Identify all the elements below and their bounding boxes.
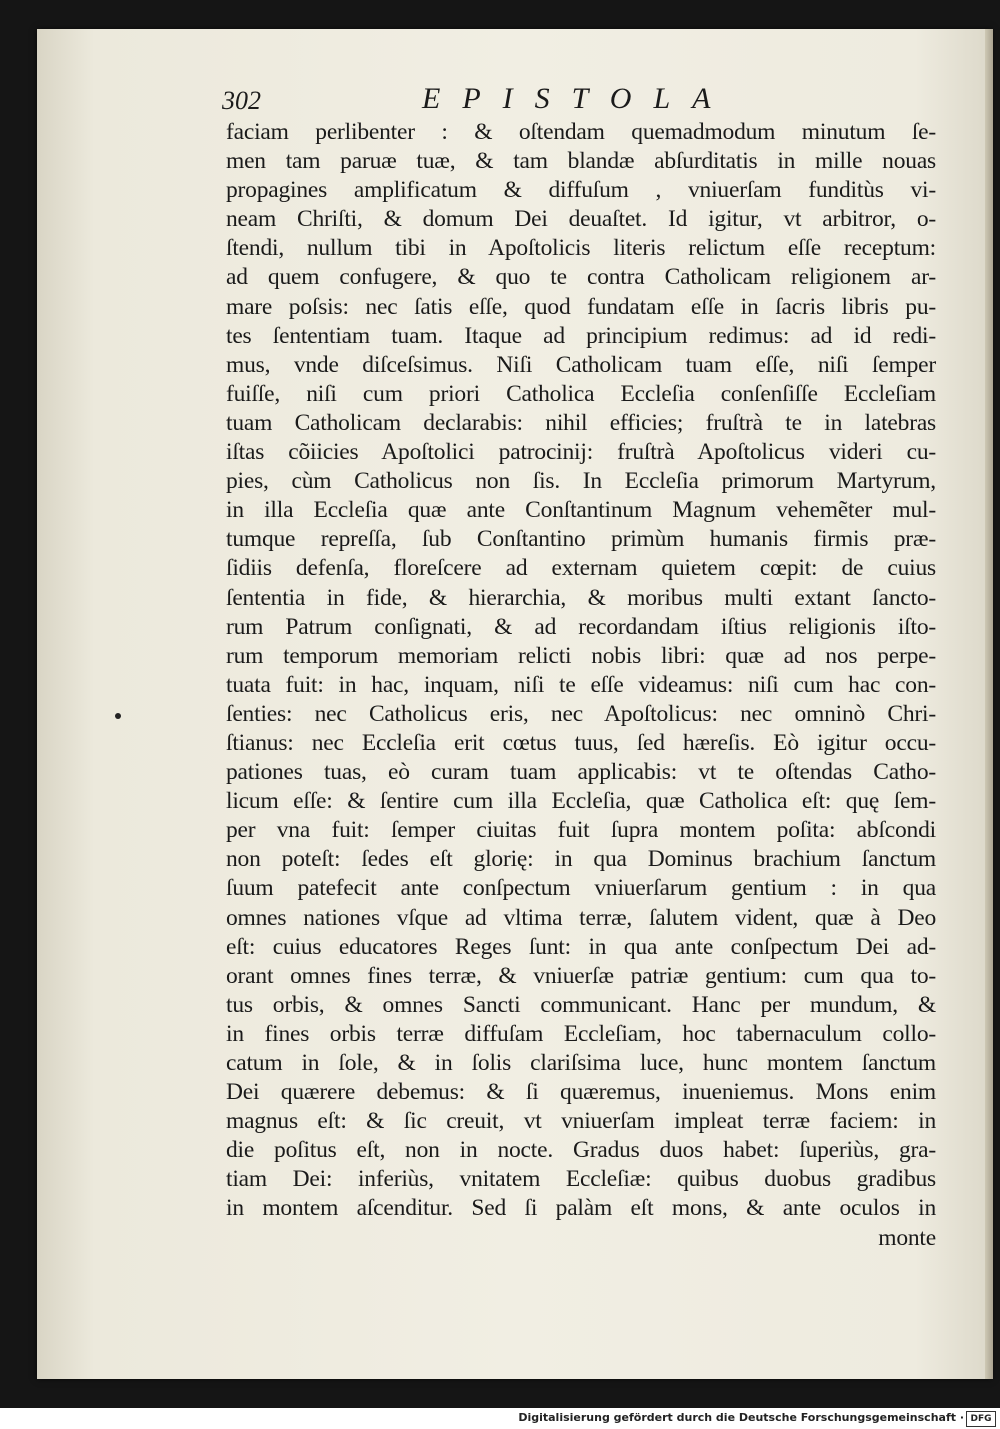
funding-credit: Digitalisierung gefördert durch die Deutsche Forschungsgemeinschaft · — [518, 1411, 964, 1424]
text-line: tes ſententiam tuam. Itaque ad principium redimus: ad id redi- — [226, 322, 936, 349]
text-line: mare poſsis: nec ſatis eſſe, quod fundatam eſſe in ſacris libris pu- — [226, 293, 936, 320]
body-text — [226, 118, 936, 1253]
text-line: fuiſſe, niſi cum priori Catholica Eccleſia conſenſiſſe Eccleſiam — [226, 380, 936, 407]
text-line: in illa Eccleſia quæ ante Conſtantinum Magnum vehemẽter mul- — [226, 497, 936, 524]
text-line: die poſitus eſt, non in nocte. Gradus duos habet: ſuperiùs, gra- — [226, 1137, 936, 1164]
text-line: propagines amplificatum & diffuſum , vniuerſam funditùs vi- — [226, 177, 936, 204]
text-line: Dei quærere debemus: & ſi quæremus, inueniemus. Mons enim — [226, 1079, 936, 1106]
text-line: in montem aſcenditur. Sed ſi palàm eſt mons, & ante oculos in — [226, 1195, 936, 1222]
footer-bar — [0, 1408, 1000, 1429]
text-line: tus orbis, & omnes Sancti communicant. Hanc per mundum, & — [226, 991, 936, 1018]
text-line: pationes tuas, eò curam tuam applicabis: vt te oſtendas Catho- — [226, 759, 936, 786]
text-line: per vna fuit: ſemper ciuitas fuit ſupra montem poſita: abſcondi — [226, 817, 936, 844]
margin-dot — [115, 713, 121, 719]
text-line: orant omnes fines terræ, & vniuerſæ patriæ gentium: cum qua to- — [226, 962, 936, 989]
text-line: pies, cùm Catholicus non ſis. In Eccleſia primorum Martyrum, — [226, 468, 936, 495]
text-line: iſtas cõiicies Apoſtolici patrocinij: fruſtrà Apoſtolicus videri cu- — [226, 439, 936, 466]
text-line: ad quem confugere, & quo te contra Catholicam religionem ar- — [226, 264, 936, 291]
text-line: ſententia in fide, & hierarchia, & moribus multi extant ſancto- — [226, 584, 936, 611]
text-line: mus, vnde diſceſsimus. Niſi Catholicam tuam eſſe, niſi ſemper — [226, 351, 936, 378]
dfg-logo: DFG — [966, 1411, 996, 1427]
text-line: eſt: cuius educatores Reges ſunt: in qua ante conſpectum Dei ad- — [226, 933, 936, 960]
text-line: catum in ſole, & in ſolis clariſsima luce, hunc montem ſanctum — [226, 1050, 936, 1076]
text-line: magnus eſt: & ſic creuit, vt vniuerſam impleat terræ faciem: in — [226, 1108, 936, 1135]
text-line: tuam Catholicam declarabis: nihil efficies; fruſtrà te in latebras — [226, 409, 936, 436]
text-line: ſenties: nec Catholicus eris, nec Apoſtolicus: nec omninò Chri- — [226, 700, 936, 727]
page-edge — [985, 29, 993, 1379]
text-line: omnes nationes vſque ad vltima terræ, ſalutem vident, quæ à Deo — [226, 904, 936, 931]
running-title: EPISTOLA — [422, 82, 733, 115]
text-line: ſidiis defenſa, floreſcere ad externam quietem cœpit: de cuius — [226, 555, 936, 582]
catchword: monte — [878, 1224, 936, 1251]
text-line: faciam perlibenter : & oſtendam quemadmodum minutum ſe- — [226, 119, 936, 145]
text-line: ſtianus: nec Eccleſia erit cœtus tuus, ſed hæreſis. Eò igitur occu- — [226, 729, 936, 756]
text-line: tiam Dei: inferiùs, vnitatem Eccleſiæ: quibus duobus gradibus — [226, 1166, 936, 1193]
text-line: licum eſſe: & ſentire cum illa Eccleſia, quæ Catholica eſt: quę ſem- — [226, 788, 936, 815]
text-line: tuata fuit: in hac, inquam, niſi te eſſe videamus: niſi cum hac con- — [226, 671, 936, 698]
text-line: ſuum patefecit ante conſpectum vniuerſarum gentium : in qua — [226, 875, 936, 902]
text-line: rum temporum memoriam relicti nobis libri: quæ ad nos perpe- — [226, 642, 936, 669]
text-line: neam Chriſti, & domum Dei deuaſtet. Id igitur, vt arbitror, o- — [226, 206, 936, 233]
page-number: 302 — [222, 86, 261, 115]
text-line: tumque repreſſa, ſub Conſtantino primùm humanis firmis præ- — [226, 526, 936, 553]
page-header — [222, 82, 942, 118]
text-line: in fines orbis terræ diffuſam Eccleſiam, hoc tabernaculum collo- — [226, 1020, 936, 1047]
text-line: ſtendi, nullum tibi in Apoſtolicis literis relictum eſſe receptum: — [226, 235, 936, 262]
text-line: non poteſt: ſedes eſt glorię: in qua Dominus brachium ſanctum — [226, 846, 936, 873]
text-line: rum Patrum conſignati, & ad recordandam iſtius religionis iſto- — [226, 613, 936, 640]
text-line: men tam paruæ tuæ, & tam blandæ abſurditatis in mille nouas — [226, 148, 936, 175]
